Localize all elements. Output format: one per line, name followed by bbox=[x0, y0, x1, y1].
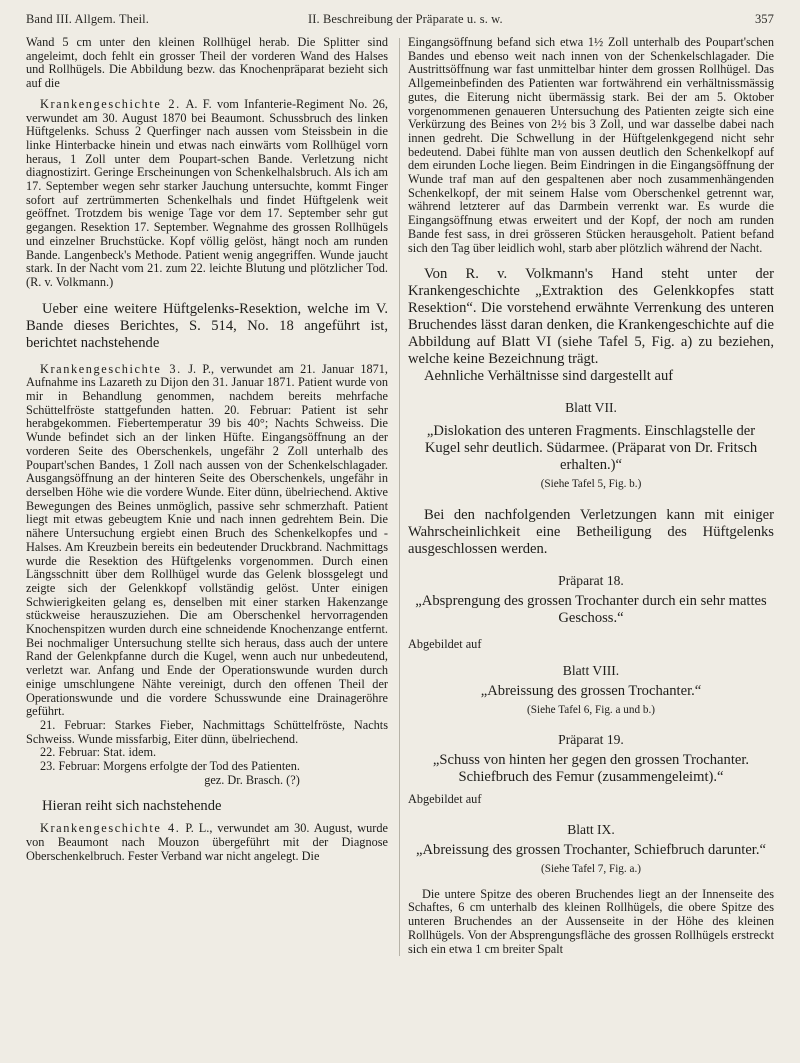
diary-entry: 23. Februar: Morgens erfolgte der Tod des Patienten. bbox=[40, 759, 300, 774]
page-number: 357 bbox=[754, 12, 774, 26]
case-history-2 bbox=[26, 98, 388, 290]
plate-heading: Blatt IX. bbox=[567, 822, 615, 838]
plate-description: „Dislokation des unteren Fragments. Einschlagstelle der Kugel sehr deutlich. Südarmee. (Präparat von Dr. Fritsch erhalten.)“ bbox=[424, 423, 758, 474]
two-column-body bbox=[26, 36, 774, 956]
plate-description: „Abreissung des grossen Trochanter, Schiefbruch darunter.“ bbox=[416, 842, 766, 859]
plate-reference: (Siehe Tafel 6, Fig. a und b.) bbox=[527, 703, 655, 716]
plate-reference: (Siehe Tafel 5, Fig. b.) bbox=[540, 478, 642, 491]
paragraph: Eingangsöffnung befand sich etwa 1½ Zoll unterhalb des Poupart'schen Bandes und ebenso weit nach innen von der Schenkelschlagader. Die Austrittsöffnung war fast unmittelbar hinter dem grossen Rollhügel. Das Allgemeinbefinden des Patienten war fortwährend ein verhältnissmässig gutes, die Eiterung nicht übermässig stark. Bei der am 5. Oktober vorgenommenen genaueren Untersuchung des Patienten zeigte sich eine Verkürzung des Beines von 2½ bis 3 Zoll, und war dasselbe dabei nach innen gedreht. Die Schwellung in der Hüftgelenkgegend nicht sehr bedeutend. Dabei fühlte man von aussen deutlich den Schenkelkopf auf dem eirunden Loche liegen. Beim Eindringen in die Eingangsöffnung der Wunde traf man auf den gespaltenen aber noch zusammenhängenden Schenkelkopf, der mit seinem Halse vom Oberschenkel getrennt war, während letzterer auf das Darmbein verrenkt war. Es wurde die Eingangsöffnung etwas erweitert und der Kopf, der noch am runden Bande fest sass, in drei grösseren Stücken herausgeholt. Patient befand sich den Tag über leidlich wohl, starb aber plötzlich während der Nacht. bbox=[408, 35, 774, 255]
plate-description: „Abreissung des grossen Trochanter.“ bbox=[480, 682, 702, 699]
left-column bbox=[26, 36, 388, 956]
plate-heading: Blatt VII. bbox=[565, 400, 617, 416]
specimen-description: „Absprengung des grossen Trochanter durch ein sehr mattes Geschoss.“ bbox=[415, 592, 767, 626]
specimen-heading: Präparat 19. bbox=[558, 732, 624, 748]
signature: gez. Dr. Brasch. (?) bbox=[204, 772, 300, 787]
plate-reference: (Siehe Tafel 7, Fig. a.) bbox=[541, 863, 641, 876]
paragraph: Die untere Spitze des oberen Bruchendes liegt an der Innenseite des Schaftes, 6 cm unterhalb des kleinen Rollhügels, die obere Spitze des unteren Bruchendes an der Aussenseite in der Höhe des kleinen Rollhügels. Von der Absprengungsfläche des grossen Rollhügels erstreckt sich ein etwa 1 cm breiter Spalt bbox=[408, 886, 774, 956]
paragraph-large: Bei den nachfolgenden Verletzungen kann mit einiger Wahrscheinlichkeit eine Betheiligung des Hüftgelenks ausgeschlossen werden. bbox=[408, 506, 774, 557]
specimen-heading: Präparat 18. bbox=[558, 572, 624, 588]
paragraph-large: Von R. v. Volkmann's Hand steht unter der Krankengeschichte „Extraktion des Gelenkkopfes statt Resektion“. Die vorstehend erwähnte Verrenkung des unteren Bruchendes lässt daran denken, die Krankengeschichte auf die Abbildung auf Blatt VI (siehe Tafel 5, Fig. a) zu beziehen, welche keine Bezeichnung trägt. bbox=[408, 266, 774, 368]
running-header bbox=[26, 8, 774, 30]
case-text: P. L., verwundet am 30. August, wurde von Beaumont nach Mouzon übergeführt mit der Diagnose Oberschenkelbruch. Fester Verband war nicht angelegt. Die bbox=[26, 821, 389, 863]
case-history-4 bbox=[26, 822, 388, 863]
case-label: Krankengeschichte 3. bbox=[40, 361, 182, 376]
diary-entry: 22. Februar: Stat. idem. bbox=[40, 745, 157, 760]
depicted-on-label: Abgebildet auf bbox=[408, 792, 482, 807]
diary-entry: 21. Februar: Starkes Fieber, Nachmittags Schüttelfröste, Nachts Schweiss. Wunde missfarbig, Eiter dünn, übelriechend. bbox=[26, 717, 388, 746]
case-history-3 bbox=[26, 363, 388, 719]
plate-heading: Blatt VIII. bbox=[562, 662, 620, 678]
header-volume: Band III. Allgem. Theil. bbox=[26, 12, 149, 26]
paragraph-large: Hieran reiht sich nachstehende bbox=[42, 798, 222, 815]
case-label: Krankengeschichte 2. bbox=[40, 96, 181, 111]
case-text: J. P., verwundet am 21. Januar 1871, Aufnahme ins Lazareth zu Dijon den 31. Januar 1871. Patient wurde von mir in Behandlung genommen, nachdem bereits mehrfache Schüttelfröste stattgefunden hatten. 20. Februar: Patient ist sehr herabgekommen. Fiebertemperatur 39 bis 40°; Nachts Schweiss. Die Wunde befindet sich an der linken Hüfte. Eingangsöffnung an der vorderen Seite des Oberschenkels, ungefähr 2 Zoll unterhalb des Poupart'schen Bandes, 1 Zoll nach aussen von der Schenkelschlagader. Ausgangsöffnung an der hinteren Seite des Oberschenkels, ungefähr in derselben Höhe wie die vordere Wunde. Eiter dünn, übelriechend. Aktive Bewegungen des Beines unmöglich, passive sehr schmerzhaft. Patient liegt mit etwas gebeugtem Knie und nach innen gedrehtem Bein. Die nähere Untersuchung ergiebt einen Bruch des Schenkelkopfes und -Halses. Am Kreuzbein bereits ein bedeutender Druckbrand. Nachmittags wurde die Resektion des Hüftgelenks vorgenommen. Durch einen Längsschnitt über dem Rollhügel wurde das Gelenk blossgelegt und zeigte sich der Gelenkkopf vollständig gelöst. Unter einigen Schwierigkeiten gelang es, denselben mit einer starken Hakenzange stückweise herauszuziehen. Die am Oberschenkel hervorragenden Knochenspitzen wurden durch eine schneidende Knochenzange entfernt. Bei nochmaliger Untersuchung stellte sich heraus, dass auch der untere Rand der Gelenkpfanne durch die Kugel, wenn auch nur unbedeutend, verletzt war. Anfang und Ende der Operationswunde wurden durch einige umschlungene Nähte vereinigt, durch den offenen Theil der Operationswunde und die vordere Schusswunde eine Drainageröhre geführt. bbox=[26, 361, 388, 719]
paragraph-large: Ueber eine weitere Hüftgelenks-Resektion, welche im V. Bande dieses Berichtes, S. 514, No. 18 angeführt ist, berichtet nachstehende bbox=[26, 300, 388, 351]
depicted-on-label: Abgebildet auf bbox=[408, 636, 482, 651]
case-label: Krankengeschichte 4. bbox=[40, 821, 181, 836]
specimen-description: „Schuss von hinten her gegen den grossen Trochanter. Schiefbruch des Femur (zusammengeleimt).“ bbox=[432, 752, 750, 786]
header-section: II. Beschreibung der Präparate u. s. w. bbox=[308, 12, 503, 26]
paragraph-large: Aehnliche Verhältnisse sind dargestellt auf bbox=[424, 368, 674, 385]
right-column bbox=[408, 36, 774, 956]
case-text: A. F. vom Infanterie-Regiment No. 26, verwundet am 30. August 1870 bei Beaumont. Schussbruch des linken Hüftgelenks. Schuss 2 Querfinger nach aussen vom Steissbein in die linke Hinterbacke hinein und etwas nach einwärts vom Rollhügel vorn heraus, 1 Zoll unter dem Poupart-schen Bande. Verletzung nicht diagnostizirt. Geringe Erscheinungen von Schenkelhalsbruch. Als ich am 17. September wegen sehr starker Jauchung untersuchte, kommt Finger sofort auf zertrümmerten Schenkelhals und findet Hüftgelenk weit geöffnet. Trotzdem bis wenige Tage vor dem 17. September sehr gut gegangen. Resektion 17. September. Wegnahme des grossen Rollhügels und einzelner Bruchstücke. Kopf völlig gelöst, hängt noch am runden Bande. Langenbeck's Methode. Patient wenig angegriffen. Wunde jaucht stark. In der Nacht vom 21. zum 22. leichte Blutung und plötzlicher Tod. (R. v. Volkmann.) bbox=[26, 96, 388, 289]
paragraph: Wand 5 cm unter den kleinen Rollhügel herab. Die Splitter sind angeleimt, doch fehlt ein grosser Theil der vorderen Wand des Halses und Rollhügels. Die Abbildung bezw. das Knochenpräparat bezieht sich auf die bbox=[26, 35, 388, 91]
column-divider bbox=[399, 38, 400, 956]
